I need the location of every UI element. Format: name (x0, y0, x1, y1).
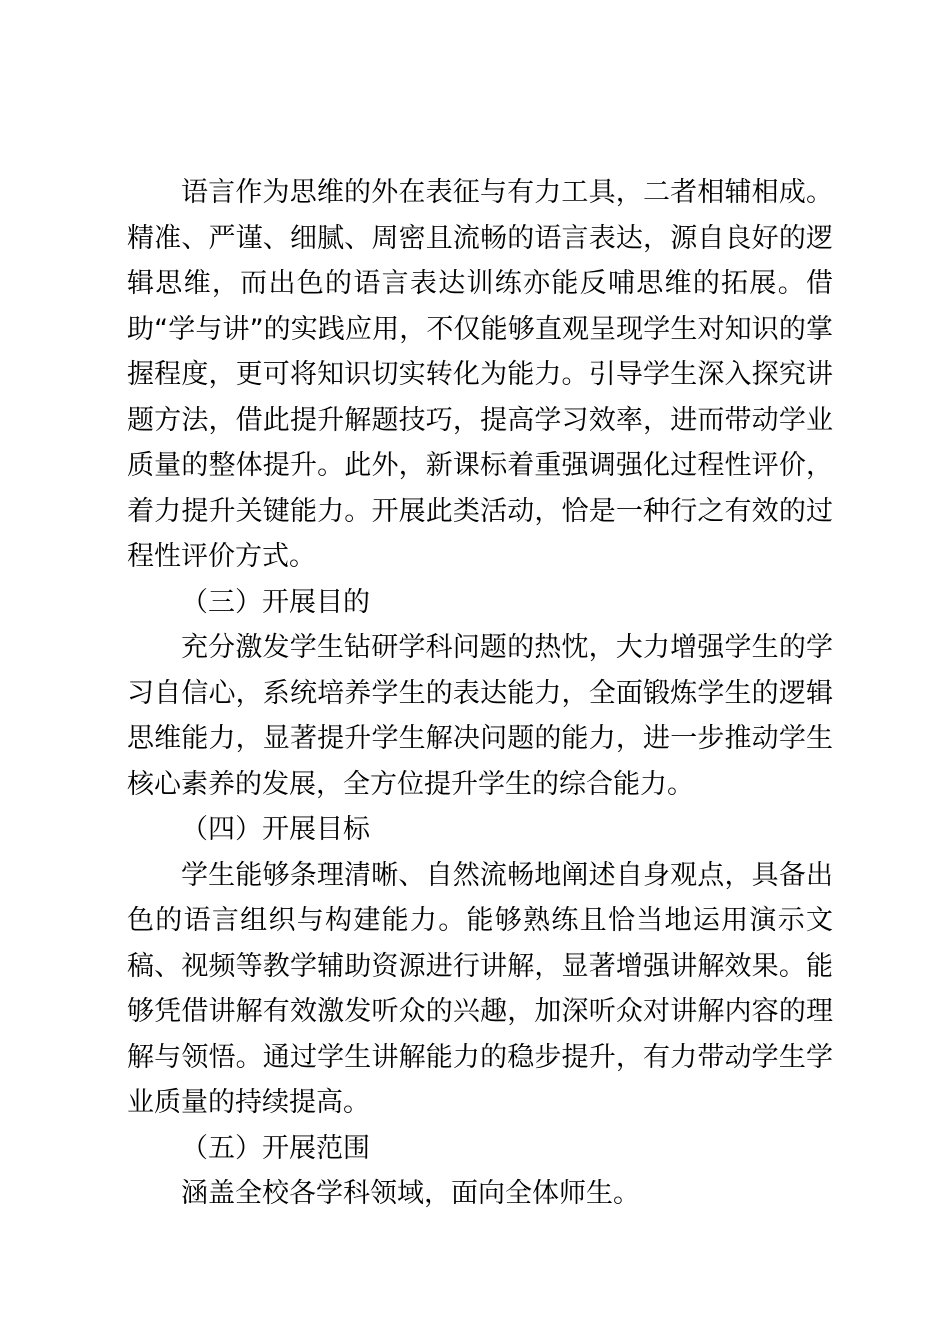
paragraph-scope: 涵盖全校各学科领域，面向全体师生。 (181, 1178, 640, 1209)
section-heading-scope: （五）开展范围 (181, 1132, 370, 1164)
section-heading-goals: （四）开展目标 (181, 814, 370, 845)
paragraph-language-thinking: 语言作为思维的外在表征与有力工具，二者相辅相成。精准、严谨、细腻、周密且流畅的语言表达，源自良好的逻辑思维，而出色的语言表达训练亦能反哺思维的拓展。借助“学与讲”的实践应用，不仅能够直观呈现学生对知识的掌握程度，更可将知识切实转化为能力。引导学生深入探究讲题方法，借此提升解题技巧，提高学习效率，进而带动学业质量的整体提升。此外，新课标着重强调强化过程性评价，着力提升关键能力。开展此类活动，恰是一种行之有效的过程性评价方式。 (127, 177, 833, 572)
paragraph-goals: 学生能够条理清晰、自然流畅地阐述自身观点，具备出色的语言组织与构建能力。能够熟练且恰当地运用演示文稿、视频等教学辅助资源进行讲解，显著增强讲解效果。能够凭借讲解有效激发听众的兴趣，加深听众对讲解内容的理解与领悟。通过学生讲解能力的稳步提升，有力带动学生学业质量的持续提高。 (127, 859, 833, 1118)
section-heading-purpose: （三）开展目的 (181, 586, 370, 618)
paragraph-purpose: 充分激发学生钻研学科问题的热忱，大力增强学生的学习自信心，系统培养学生的表达能力，全面锻炼学生的逻辑思维能力，显著提升学生解决问题的能力，进一步推动学生核心素养的发展，全方位提升学生的综合能力。 (127, 632, 833, 800)
document-page (127, 170, 833, 1217)
